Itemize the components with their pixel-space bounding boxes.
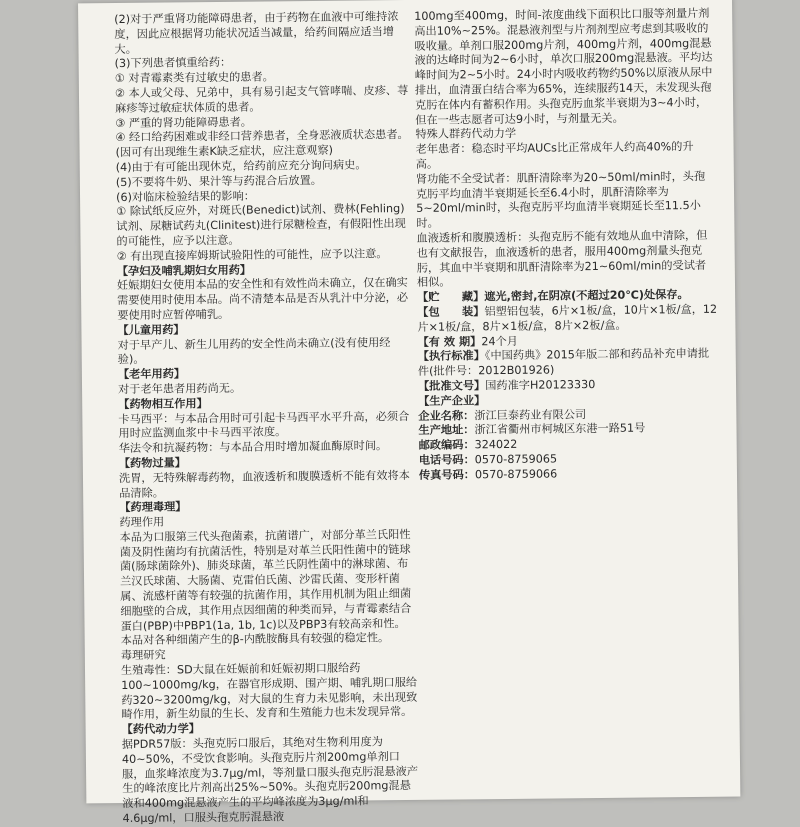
section-heading: 【药物过量】 [118,456,187,470]
paragraph: 卡马西平：与本品合用时可引起卡马西平水平升高，必须合用时应监测血浆中卡马西平浓度。 [118,409,410,441]
paragraph: ④ 经口给药困难或非经口营养患者，全身恶液质状态患者。(因可有出现维生素K缺乏症状，应注意观察) [115,128,409,160]
field-label: 【贮 藏】 [417,290,485,305]
section-heading: 【药代动力学】 [121,722,201,737]
field-value: 0570-8759066 [474,467,558,481]
section-heading: 【孕妇及哺乳期妇女用药】 [116,263,252,278]
field-value: 24个月 [481,334,519,348]
paragraph: 据PDR57版：头孢克肟口服后，其绝对生物利用度为40~50%，不受饮食影响。头孢克肟片剂200mg单剂口服，血浆峰浓度为3.7μg/ml，等剂量口服头孢克肟混悬液产生的峰浓度比片剂高出25%~50%。头孢克肟200mg混悬液和400mg混悬液产生的平均峰浓度为3μg/ml和4.6μg/ml，口服头孢克肟混悬液 [121,735,419,826]
field-label: 生产地址： [418,423,475,438]
paragraph: ③ 严重的肾功能障碍患者。 [115,115,252,130]
field-row [419,465,719,483]
field-label: 邮政编码： [418,438,475,452]
paragraph: 洗胃，无特殊解毒药物，血液透析和腹膜透析不能有效将本品清除。 [118,468,410,500]
right-column [414,7,719,484]
field-value: 遮光,密封,在阴凉(不超过20℃)处保存。 [484,288,689,304]
left-column [114,10,419,827]
field-row [417,303,717,336]
field-label: 【有 效 期】 [417,334,482,349]
field-value: 0570-8759065 [474,452,558,467]
field-value: 浙江省衢州市柯城区东港一路51号 [474,421,646,437]
field-label: 【包 装】 [417,305,485,319]
paragraph: 本品为口服第三代头孢菌素，抗菌谱广，对部分革兰氏阳性菌及阴性菌均有抗菌活性，特别是对革兰氏阳性菌中的链球菌(肠球菌除外)、肺炎球菌，革兰氏阴性菌中的淋球菌、布兰汉氏球菌、大肠菌、克雷伯氏菌、沙雷氏菌、变形杆菌属、流感杆菌等有较强的抗菌作用，其作用机制为阻止细菌细胞壁的合成，其作用点因细菌的种类而异，与青霉素结合蛋白(PBP)中PBP1(1a, 1b, 1c)以及PBP3有较高亲和性。本品对各种细菌产生的β-内酰胺酶具有较强的稳定性。 [119,527,412,648]
paragraph: 对于早产儿、新生儿用药的安全性尚未确立(没有使用经验)。 [117,335,391,367]
field-value: 国药准字H20123330 [485,377,596,393]
paragraph: 生殖毒性：SD大鼠在妊娠前和妊娠初期口服给药100~1000mg/kg，在器官形成期、围产期、哺乳期口服给药320~3200mg/kg，对大鼠的生育力未见影响，未出现致畸作用，新生幼鼠的生长、发育和生殖能力也未发现异常。 [120,661,418,722]
paragraph: 妊娠期妇女使用本品的安全性和有效性尚未确立，仅在确实需要使用时使用本品。尚不清楚本品是否从乳汁中分泌，必要使用时应暂停哺乳。 [116,276,409,322]
field-value: 浙江巨泰药业有限公司 [474,407,587,422]
paragraph: 肾功能不全受试者：肌酐清除率为20~50ml/min时，头孢克肟平均血清半衰期延长至6.4小时，肌酐清除率为5~20ml/min时，头孢克肟平均血清半衰期延长至11.5小时。 [415,169,706,231]
field-label: 企业名称： [418,408,475,423]
paragraph: ① 除试纸反应外，对斑氏(Benedict)试剂、费林(Fehling)试剂、尿糖试药丸(Clinitest)进行尿糖检查，有假阳性出现的可能性，应予以注意。 [116,202,406,248]
paragraph: (2)对于严重肾功能障碍患者，由于药物在血液中可维持浓度，因此应根据肾功能状况适当减量，给药间隔应适当增大。 [114,10,399,56]
field-value: 《中国药典》2015年版二部和药品补充申请批件(批件号：2012B01926) [417,347,710,379]
paragraph: ① 对青霉素类有过敏史的患者。 [114,70,274,86]
paragraph: 特殊人群药代动力学 [415,127,517,142]
paragraph: (5)不要将牛奶、果汁等与药混合后放置。 [115,173,322,189]
field-label: 【批准文号】 [417,379,486,393]
section-heading: 【儿童用药】 [117,323,185,337]
field-value: 324022 [474,437,518,452]
field-label: 电话号码： [418,453,475,467]
field-label: 传真号码： [418,467,475,482]
paragraph: (6)对临床检验结果的影响： [115,189,256,204]
paragraph: 血液透析和腹膜透析：头孢克肟不能有效地从血中清除，但也有文献报告，血液透析的患者，服用400mg剂量头孢克肟，其血中半衰期和肌酐清除率为21~60ml/min的受试者相似。 [416,228,708,290]
paragraph: 100mg至400mg，时间-浓度曲线下面积比口服等剂量片剂高出10%~25%。混悬液剂型与片剂剂型应考虑到其吸收的吸收量。单剂口服200mg片剂，400mg片剂，400mg混悬液的达峰时间为2~6小时，单次口服200mg混悬液。平均达峰时间为2~5小时。24小时内吸收药物约50%以原液从尿中排出，血清蛋白结合率为65%，连续服药14天，未发现头孢克肟在体内有蓄积作用。头孢克肟血浆半衰期为3~4小时，但在一些志愿者可达9小时，与剂量无关。 [414,6,713,127]
section-heading: 【生产企业】 [418,393,486,408]
paragraph: ② 本人或父母、兄弟中，具有易引起支气管哮喘、皮疹、荨麻疹等过敏症状体质的患者。 [114,83,409,115]
leaflet-paper [78,0,740,826]
paragraph: 药理作用 [119,515,165,530]
field-label: 【执行标准】 [417,349,485,364]
paragraph: (3)下列患者慎重给药： [114,56,232,71]
section-heading: 【药理毒理】 [119,500,187,515]
paragraph: ② 有出现直接库姆斯试验阳性的可能性，应予以注意。 [116,246,388,263]
paragraph: (4)由于有可能出现休克，给药前应充分询问病史。 [115,158,367,175]
field-row [418,347,718,380]
paragraph: 毒理研究 [120,648,166,663]
paragraph: 老年患者：稳态时平均AUCs比正常成年人约高40%的升高。 [415,140,694,171]
paragraph: 对于老年患者用药尚无。 [117,381,242,396]
section-heading: 【老年用药】 [117,367,186,382]
section-heading: 【药物相互作用】 [118,396,208,411]
paragraph: 华法令和抗凝药物：与本品合用时增加凝血酶原时间。 [118,439,388,456]
field-value: 铝塑铝包装，6片×1板/盒，10片×1板/盒，12片×1板/盒，8片×1板/盒，8片×2板/盒。 [417,302,718,334]
